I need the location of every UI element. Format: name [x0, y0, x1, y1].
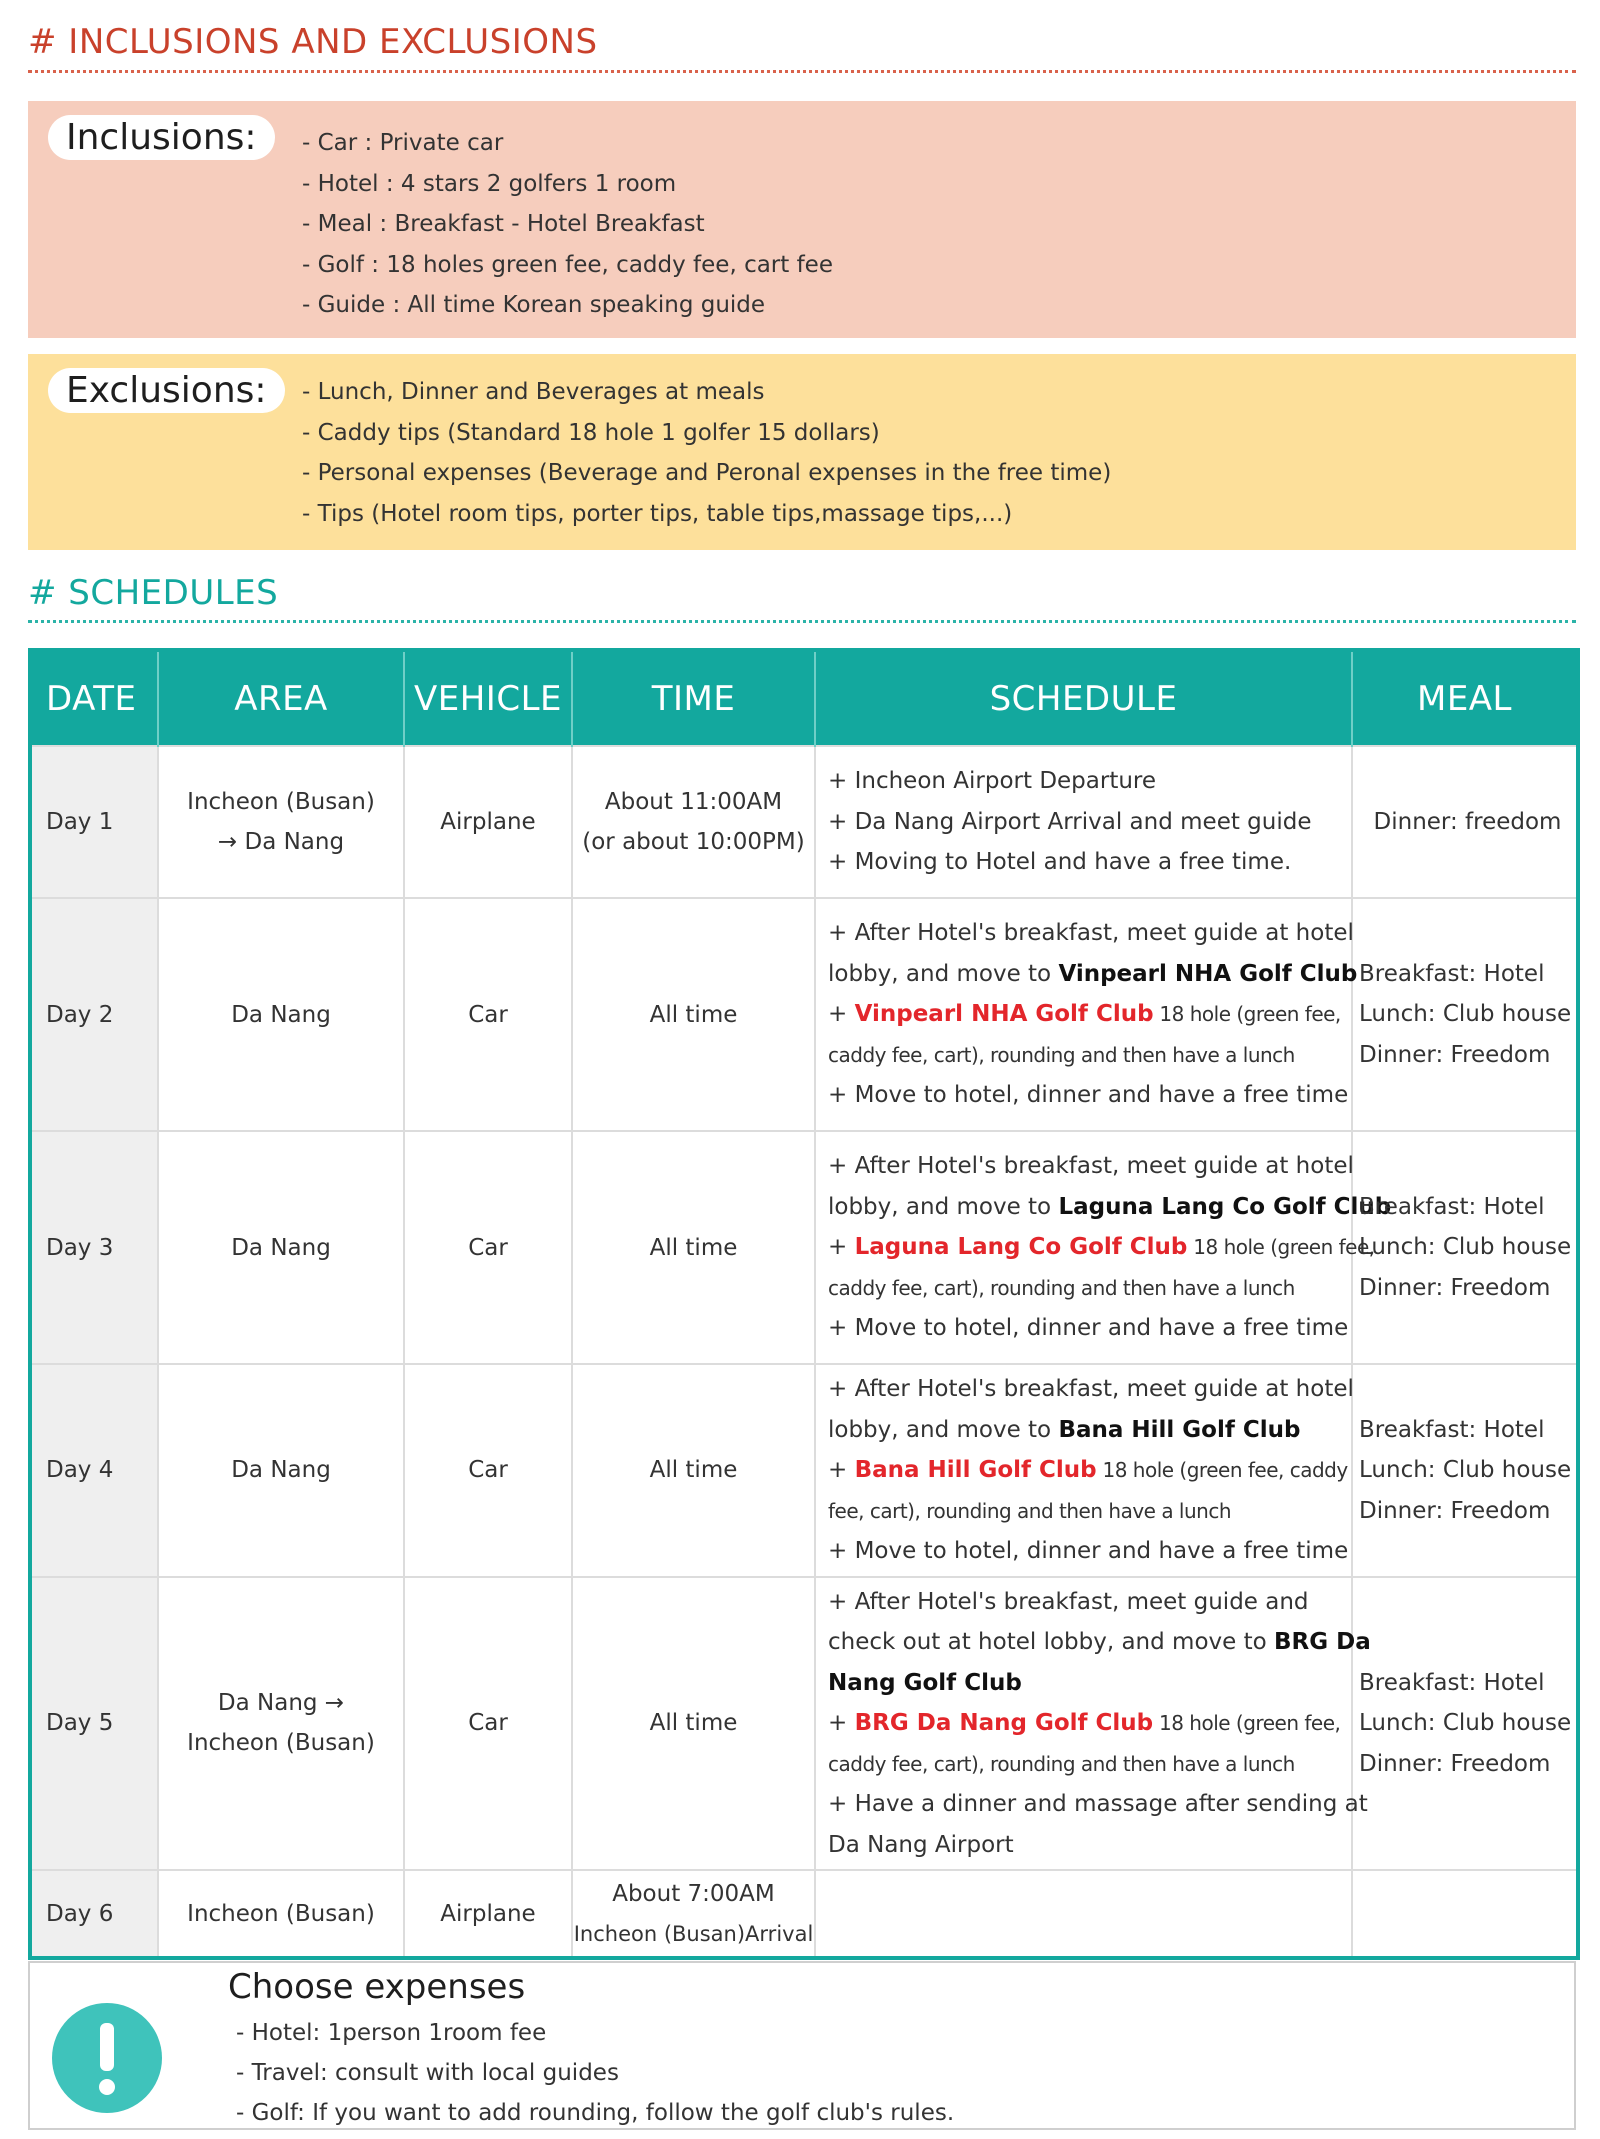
schedule-cell: [815, 1364, 1352, 1577]
meal-text: Dinner: Freedom: [1359, 1750, 1551, 1777]
list-item: - Guide : All time Korean speaking guide: [302, 292, 766, 318]
meal-cell: [1352, 898, 1578, 1131]
schedule-line: + Move to hotel, dinner and have a free time: [828, 1315, 1349, 1342]
day-cell: Day 3: [30, 1131, 158, 1364]
note-title: Choose expenses: [228, 1967, 526, 2007]
day-cell: Day 6: [30, 1870, 158, 1958]
list-item: - Hotel : 4 stars 2 golfers 1 room: [302, 170, 677, 197]
area-cell: [158, 746, 404, 898]
column-header-date: DATE: [30, 650, 158, 746]
schedule-cell: [815, 746, 1352, 898]
area-text: Incheon (Busan): [187, 1730, 375, 1757]
meal-cell: [1352, 1131, 1578, 1364]
list-item: - Meal : Breakfast - Hotel Breakfast: [302, 211, 705, 237]
schedule-text: lobby, and move to: [828, 1416, 1059, 1443]
schedule-text: check out at hotel lobby, and move to: [828, 1629, 1274, 1655]
area-cell: Da Nang: [158, 1364, 404, 1577]
schedules-title: # SCHEDULES: [28, 573, 279, 613]
schedule-text: +: [828, 1710, 855, 1736]
column-header-area: AREA: [158, 650, 404, 746]
schedule-line: + Da Nang Airport Arrival and meet guide: [828, 808, 1312, 835]
note-list: [236, 2013, 954, 2133]
list-item: - Hotel: 1person 1room fee: [236, 2020, 547, 2046]
meal-text: Lunch: Club house: [1359, 1710, 1572, 1736]
schedule-line: + Have a dinner and massage after sending at: [828, 1791, 1368, 1817]
column-header-time: TIME: [572, 650, 815, 746]
schedule-line: + After Hotel's breakfast, meet guide at hotel: [828, 1153, 1354, 1180]
area-text: Incheon (Busan): [187, 789, 375, 815]
day-cell: Day 1: [30, 746, 158, 898]
schedule-text: +: [828, 1457, 855, 1483]
schedule-text: 18 hole (green fee,: [1187, 1235, 1375, 1260]
schedule-cell: [815, 898, 1358, 1131]
section-divider: [28, 70, 1576, 73]
schedule-cell: [815, 1870, 1352, 1958]
time-text: About 7:00AM: [612, 1880, 775, 1907]
golf-club-highlight: Bana Hill Golf Club: [854, 1457, 1097, 1483]
list-item: - Lunch, Dinner and Beverages at meals: [302, 379, 765, 405]
list-item: - Golf : 18 holes green fee, caddy fee, cart fee: [302, 251, 833, 278]
table-row: [30, 1577, 1578, 1871]
table-row: [30, 1870, 1578, 1958]
golf-club-highlight: Laguna Lang Co Golf Club: [854, 1234, 1188, 1261]
schedule-line: [828, 1410, 1345, 1451]
golf-club-highlight: BRG Da Nang Golf Club: [854, 1710, 1154, 1736]
expenses-note: [28, 1961, 1576, 2130]
time-cell: All time: [572, 1364, 815, 1577]
exclusions-label: Exclusions:: [48, 368, 285, 413]
exclusions-list: [302, 372, 1111, 534]
inclusions-panel: [28, 101, 1576, 338]
golf-club-name: Bana Hill Golf Club: [1058, 1416, 1301, 1443]
meal-cell: [1352, 746, 1578, 898]
vehicle-cell: Airplane: [404, 1870, 572, 1958]
schedule-line: [828, 1227, 1375, 1268]
schedule-line: caddy fee, cart), rounding and then have a lunch: [828, 1042, 1295, 1067]
table-header-row: [30, 650, 1578, 746]
time-cell: All time: [572, 1577, 815, 1871]
time-cell: [572, 746, 815, 898]
schedule-line: Da Nang Airport: [828, 1831, 1014, 1858]
meal-cell: [1352, 1577, 1578, 1871]
schedule-table: [28, 648, 1580, 1960]
schedule-line: + Incheon Airport Departure: [828, 768, 1157, 795]
inclusions-label: Inclusions:: [48, 115, 275, 160]
schedule-line: + After Hotel's breakfast, meet guide and: [828, 1588, 1309, 1615]
area-text: Da Nang →: [217, 1690, 345, 1717]
schedule-line: [828, 1622, 1371, 1663]
schedule-line: + After Hotel's breakfast, meet guide at hotel: [828, 920, 1354, 947]
vehicle-cell: Airplane: [404, 746, 572, 898]
meal-text: Lunch: Club house: [1359, 1001, 1572, 1028]
inclusions-exclusions-title: # INCLUSIONS AND EXCLUSIONS: [28, 22, 598, 62]
meal-text: Breakfast: Hotel: [1359, 960, 1545, 987]
meal-cell: [1352, 1870, 1578, 1958]
schedule-line: + Move to hotel, dinner and have a free time: [828, 1082, 1349, 1109]
time-cell: All time: [572, 1131, 815, 1364]
golf-club-name: Vinpearl NHA Golf Club: [1058, 960, 1358, 987]
schedule-text: lobby, and move to: [828, 1193, 1059, 1220]
time-text: About 11:00AM: [604, 789, 783, 815]
schedule-line: + Move to hotel, dinner and have a free time: [828, 1538, 1349, 1564]
schedule-text: 18 hole (green fee,: [1153, 1002, 1341, 1027]
schedule-line: [828, 1450, 1348, 1491]
schedule-line: caddy fee, cart), rounding and then have a lunch: [828, 1275, 1295, 1300]
exclusions-panel: [28, 354, 1576, 550]
day-cell: Day 4: [30, 1364, 158, 1577]
area-cell: Da Nang: [158, 1131, 404, 1364]
schedule-line: [828, 994, 1345, 1035]
table-row: [30, 1131, 1578, 1364]
schedule-line: caddy fee, cart), rounding and then have a lunch: [828, 1751, 1295, 1776]
time-text: Incheon (Busan)Arrival: [573, 1921, 814, 1946]
schedule-cell: [815, 1131, 1392, 1364]
column-header-schedule: SCHEDULE: [815, 650, 1352, 746]
area-cell: Incheon (Busan): [158, 1870, 404, 1958]
table-row: [30, 898, 1578, 1131]
meal-cell: [1352, 1364, 1578, 1577]
meal-text: Dinner: Freedom: [1359, 1497, 1551, 1524]
meal-text: Breakfast: Hotel: [1359, 1416, 1545, 1443]
meal-text: Dinner: freedom: [1373, 808, 1562, 835]
list-item: - Car : Private car: [302, 130, 504, 156]
area-cell: [158, 1577, 404, 1871]
column-header-meal: MEAL: [1352, 650, 1578, 746]
list-item: - Travel: consult with local guides: [236, 2060, 619, 2086]
list-item: - Caddy tips (Standard 18 hole 1 golfer 15 dollars): [302, 419, 880, 446]
schedule-text: 18 hole (green fee,: [1153, 1711, 1341, 1735]
meal-text: Dinner: Freedom: [1359, 1274, 1551, 1301]
schedule-line: [828, 1703, 1345, 1744]
schedule-text: +: [828, 1001, 855, 1028]
section-divider: [28, 620, 1576, 623]
vehicle-cell: Car: [404, 898, 572, 1131]
time-cell: [572, 1870, 815, 1958]
area-cell: Da Nang: [158, 898, 404, 1131]
schedule-line: + Moving to Hotel and have a free time.: [828, 849, 1292, 876]
schedule-text: +: [828, 1234, 855, 1261]
schedule-line: fee, cart), rounding and then have a lunch: [828, 1498, 1232, 1523]
schedule-line: [828, 1187, 1392, 1228]
golf-club-name: BRG Da: [1274, 1629, 1371, 1655]
table-row: [30, 1364, 1578, 1577]
list-item: - Tips (Hotel room tips, porter tips, table tips,massage tips,...): [302, 500, 1013, 527]
meal-text: Lunch: Club house: [1359, 1234, 1572, 1261]
table-row: [30, 746, 1578, 898]
day-cell: Day 2: [30, 898, 158, 1131]
exclamation-icon: [52, 2003, 162, 2113]
golf-club-name: Laguna Lang Co Golf Club: [1058, 1193, 1392, 1220]
day-cell: Day 5: [30, 1577, 158, 1871]
golf-club-name: Nang Golf Club: [828, 1669, 1022, 1696]
meal-text: Lunch: Club house: [1359, 1457, 1572, 1483]
vehicle-cell: Car: [404, 1131, 572, 1364]
schedule-cell: [815, 1577, 1371, 1871]
vehicle-cell: Car: [404, 1577, 572, 1871]
schedule-text: lobby, and move to: [828, 960, 1059, 987]
schedule-line: [828, 954, 1358, 995]
list-item: - Golf: If you want to add rounding, follow the golf club's rules.: [236, 2100, 955, 2126]
schedule-line: + After Hotel's breakfast, meet guide at hotel: [828, 1376, 1354, 1402]
vehicle-cell: Car: [404, 1364, 572, 1577]
list-item: - Personal expenses (Beverage and Peronal expenses in the free time): [302, 460, 1112, 486]
area-text: → Da Nang: [217, 829, 345, 855]
inclusions-list: [302, 123, 833, 326]
golf-club-highlight: Vinpearl NHA Golf Club: [854, 1001, 1154, 1028]
meal-text: Breakfast: Hotel: [1359, 1669, 1545, 1696]
meal-text: Breakfast: Hotel: [1359, 1193, 1545, 1220]
time-cell: All time: [572, 898, 815, 1131]
meal-text: Dinner: Freedom: [1359, 1041, 1551, 1068]
column-header-vehicle: VEHICLE: [404, 650, 572, 746]
time-text: (or about 10:00PM): [582, 829, 805, 855]
schedule-text: 18 hole (green fee, caddy: [1096, 1458, 1348, 1482]
